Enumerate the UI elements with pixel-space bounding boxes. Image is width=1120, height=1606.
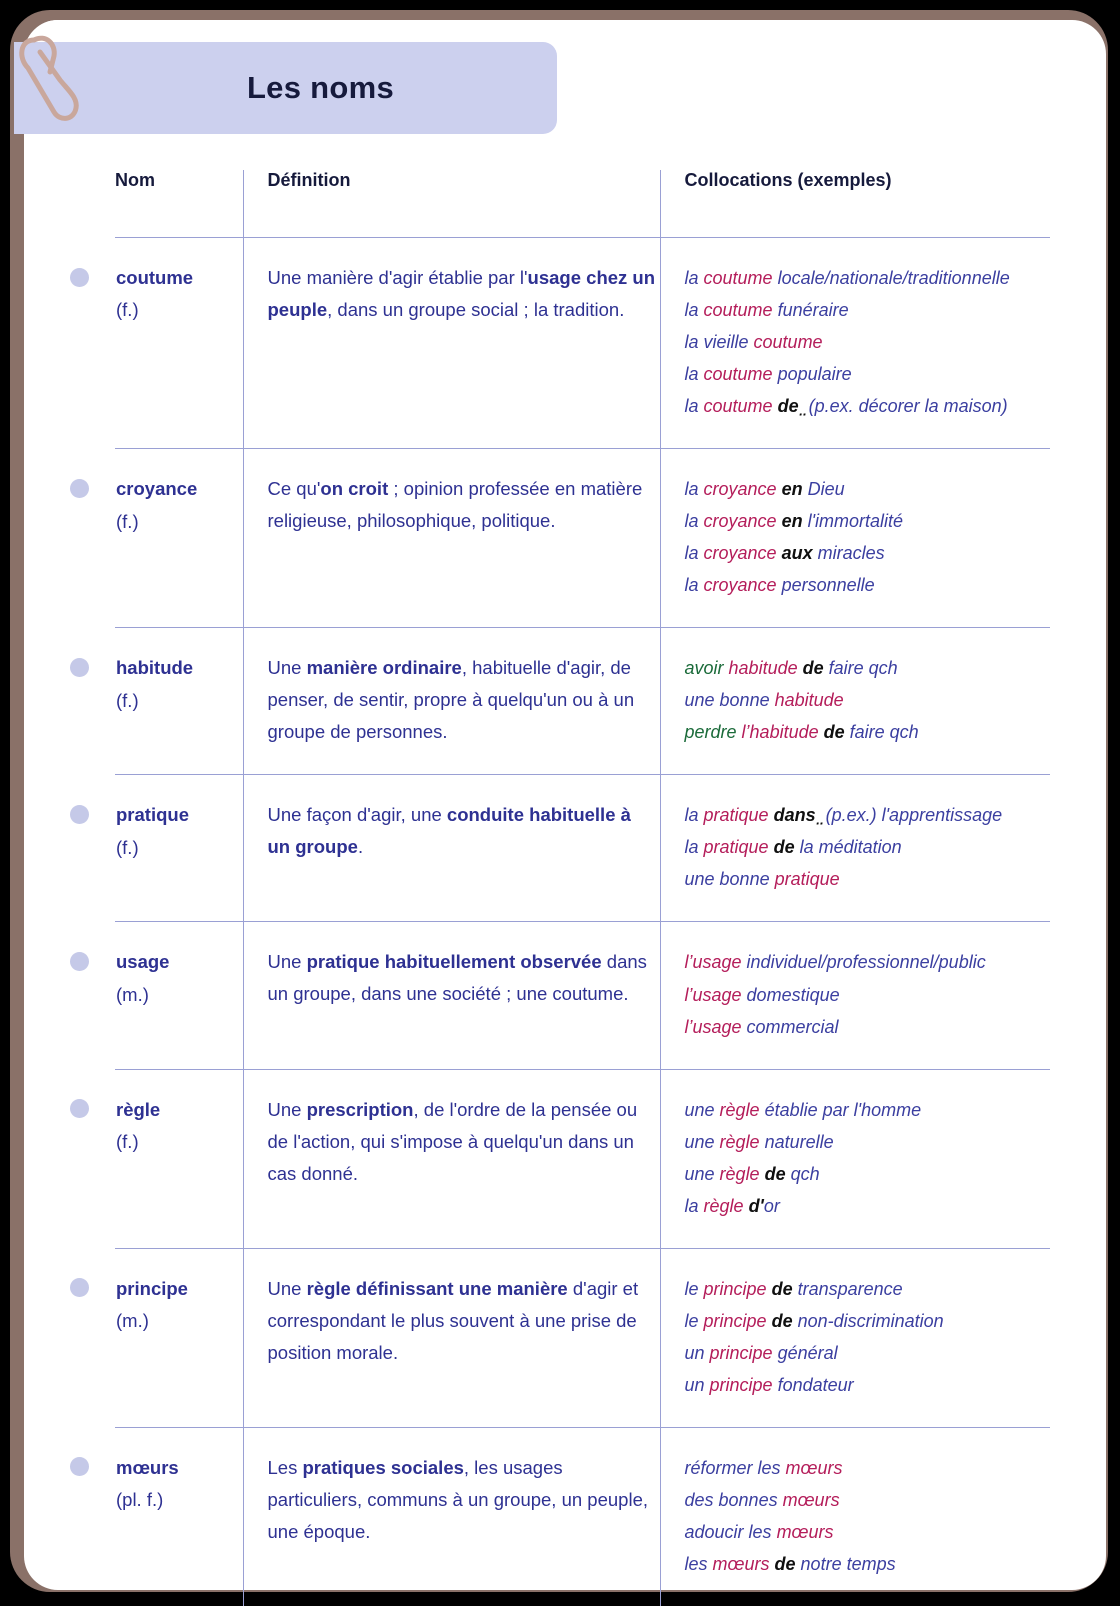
title-banner: [14, 42, 557, 134]
collocations-cell: [660, 775, 1050, 922]
collocation-line: [685, 652, 1050, 684]
definition-emphasis: manière ordinaire: [306, 657, 462, 679]
bullet-dot-icon: [70, 658, 89, 677]
definition-cell: [243, 238, 660, 449]
collocation-headword: croyance: [703, 543, 777, 564]
definition-segment: Une façon d'agir, une: [267, 804, 447, 826]
table-row: [0, 1069, 1050, 1248]
definition-segment: d'agir et correspondant le plus souvent à une prise de position morale.: [267, 1277, 639, 1363]
collocation-headword: règle: [719, 1131, 760, 1152]
collocation-text: une: [684, 1131, 720, 1152]
collocation-preposition: d': [748, 1195, 764, 1216]
definition-segment: , les usages particuliers, communs à un groupe, un peuple, une époque.: [267, 1456, 648, 1542]
collocation-text: l'immortalité: [802, 511, 904, 532]
table-row: [0, 1427, 1050, 1606]
noun-cell: [115, 449, 243, 628]
collocation-text: (p.ex. décorer la maison): [803, 396, 1008, 417]
noun-word: habitude: [116, 657, 194, 679]
collocation-text: domestique: [741, 984, 840, 1005]
definition-text: [268, 262, 659, 326]
collocation-text: général: [772, 1342, 838, 1363]
bullet-dot-icon: [70, 952, 89, 971]
noun-gender: (f.): [116, 836, 139, 858]
row-bullet-cell: [0, 449, 115, 628]
collocation-line: [685, 569, 1050, 601]
collocation-text: la: [684, 268, 704, 288]
definition-cell: [243, 1248, 660, 1427]
table-body: [0, 238, 1050, 1606]
collocation-headword: principe: [703, 1278, 767, 1299]
definition-emphasis: pratiques sociales: [302, 1456, 464, 1478]
collocation-line: [685, 684, 1050, 716]
noms-table: [0, 170, 1050, 1606]
definition-emphasis: conduite habituelle à un groupe: [267, 804, 631, 858]
collocation-headword: l’habitude: [741, 722, 819, 743]
collocation-text: commercial: [741, 1016, 839, 1037]
collocation-text: les: [684, 1553, 713, 1574]
definition-text: [268, 946, 659, 1010]
bullet-dot-icon: [70, 1099, 89, 1118]
definition-segment: Une: [267, 1098, 307, 1120]
collocation-headword: l’usage: [684, 984, 742, 1005]
collocation-text: Dieu: [802, 479, 845, 500]
collocation-headword: coutume: [703, 300, 773, 321]
definition-segment: dans un groupe, dans une société ; une coutume.: [267, 951, 647, 1005]
collocation-headword: croyance: [703, 511, 777, 532]
collocation-line: [685, 1548, 1050, 1580]
collocations-cell: [660, 1069, 1050, 1248]
table-row: [0, 238, 1050, 449]
definition-cell: [243, 628, 660, 775]
collocations-cell: [660, 238, 1050, 449]
collocation-text: (p.ex.) l'apprentissage: [820, 805, 1003, 826]
collocation-line: [685, 831, 1050, 863]
collocation-headword: l’usage: [684, 1016, 742, 1037]
noun-cell: [115, 1069, 243, 1248]
collocations-cell: [660, 449, 1050, 628]
collocation-line: [685, 505, 1050, 537]
collocation-preposition: en: [781, 511, 803, 532]
table-row: [0, 775, 1050, 922]
row-bullet-cell: [0, 775, 115, 922]
collocation-text: transparence: [792, 1278, 903, 1299]
noun-word: usage: [116, 951, 170, 973]
noms-table-container: [0, 170, 1120, 1606]
noun-word: croyance: [116, 478, 198, 500]
collocation-text: miracles: [812, 543, 885, 564]
collocation-preposition: de: [764, 1163, 786, 1184]
collocation-text: réformer les: [684, 1457, 786, 1478]
noun-gender: (m.): [116, 1310, 149, 1332]
collocation-line: [685, 1452, 1050, 1484]
collocation-text: des bonnes: [684, 1489, 783, 1510]
definition-segment: Les: [267, 1456, 303, 1478]
definition-text: [268, 1094, 659, 1190]
definition-cell: [243, 1427, 660, 1606]
collocation-line: [685, 262, 1050, 294]
collocation-line: [685, 1484, 1050, 1516]
collocation-text: or: [763, 1195, 780, 1216]
collocation-preposition: de: [771, 1278, 793, 1299]
collocation-preposition: aux: [781, 543, 813, 564]
noun-word: règle: [116, 1098, 161, 1120]
row-bullet-cell: [0, 238, 115, 449]
collocation-text: adoucir les: [684, 1521, 777, 1542]
collocation-text: individuel/professionnel/public: [741, 952, 986, 973]
noun-gender: (f.): [116, 1130, 139, 1152]
collocation-text: faire qch: [823, 658, 898, 679]
definition-cell: [243, 922, 660, 1069]
noun-gender: (f.): [116, 689, 139, 711]
collocation-text: la: [684, 479, 704, 500]
collocation-line: [685, 1126, 1050, 1158]
collocation-headword: croyance: [703, 479, 777, 500]
definition-emphasis: usage chez un peuple: [267, 267, 656, 320]
page-title: Les noms: [246, 70, 395, 105]
collocation-text: un: [684, 1374, 710, 1395]
bullet-dot-icon: [70, 268, 89, 287]
column-header-nom: Nom: [115, 170, 155, 190]
collocation-text: la méditation: [794, 837, 902, 858]
definition-text: [268, 473, 659, 537]
collocation-headword: coutume: [703, 268, 773, 288]
collocation-line: [685, 1337, 1050, 1369]
collocation-text: la: [684, 396, 704, 417]
collocation-text: populaire: [772, 364, 852, 385]
noun-gender: (m.): [116, 983, 149, 1005]
noun-gender: (pl. f.): [116, 1489, 164, 1511]
definition-segment: .: [357, 836, 364, 858]
collocation-line: [685, 537, 1050, 569]
column-header-definition: Définition: [243, 170, 660, 238]
noun-word: coutume: [116, 267, 194, 288]
collocation-headword: l’usage: [684, 952, 742, 973]
collocation-text: non-discrimination: [792, 1310, 944, 1331]
collocation-preposition: de: [771, 1310, 793, 1331]
definition-segment: Ce qu': [267, 478, 321, 500]
collocation-text: la: [684, 511, 704, 532]
noun-word: principe: [116, 1277, 188, 1299]
definition-segment: Une: [267, 1277, 307, 1299]
bullet-dot-icon: [70, 1278, 89, 1297]
definition-emphasis: prescription: [306, 1098, 414, 1120]
collocation-headword: règle: [719, 1099, 760, 1120]
collocation-text: la: [684, 1195, 704, 1216]
definition-text: [268, 652, 659, 748]
definition-segment: , dans un groupe social ; la tradition.: [327, 299, 625, 320]
collocation-preposition: de: [773, 837, 795, 858]
collocation-text: une bonne: [684, 869, 775, 890]
collocation-line: [685, 1305, 1050, 1337]
collocation-text: la vieille: [684, 332, 754, 353]
definition-segment: , habituelle d'agir, de penser, de sentir, propre à quelqu'un ou à un groupe de personnes.: [267, 657, 635, 743]
collocation-line: [685, 979, 1050, 1011]
collocation-text: une bonne: [684, 690, 775, 711]
row-bullet-cell: [0, 1069, 115, 1248]
definition-text: [268, 1273, 659, 1369]
collocation-line: [685, 799, 1050, 831]
collocation-preposition: de: [802, 658, 824, 679]
bullet-dot-icon: [70, 805, 89, 824]
header-row: [0, 170, 1050, 238]
collocation-preposition: de ̤: [777, 396, 804, 417]
noun-cell: [115, 628, 243, 775]
collocation-text: la: [684, 575, 704, 596]
collocation-line: [685, 294, 1050, 326]
table-header: [0, 170, 1050, 238]
definition-cell: [243, 449, 660, 628]
collocations-cell: [660, 922, 1050, 1069]
collocation-headword: habitude: [774, 690, 844, 711]
collocation-headword: coutume: [753, 332, 823, 353]
collocation-line: [685, 1369, 1050, 1401]
collocation-preposition: en: [781, 479, 803, 500]
definition-segment: , de l'ordre de la pensée ou de l'action, qui s'impose à quelqu'un dans un cas donné.: [267, 1098, 638, 1184]
noun-gender: (f.): [116, 510, 139, 532]
collocation-text: le: [684, 1310, 704, 1331]
table-row: [0, 922, 1050, 1069]
collocation-headword: règle: [719, 1163, 760, 1184]
definition-emphasis: pratique habituellement observée: [306, 951, 602, 973]
noun-cell: [115, 1427, 243, 1606]
definition-text: [268, 1452, 659, 1548]
bullet-dot-icon: [70, 1457, 89, 1476]
collocation-text: locale/nationale/traditionnelle: [772, 268, 1010, 288]
collocation-text: notre temps: [795, 1553, 896, 1574]
definition-segment: Une: [267, 951, 307, 973]
collocation-text: établie par l'homme: [759, 1099, 922, 1120]
noun-cell: [115, 775, 243, 922]
collocations-cell: [660, 628, 1050, 775]
row-bullet-cell: [0, 1427, 115, 1606]
collocation-headword: pratique: [774, 869, 840, 890]
collocation-line: [685, 716, 1050, 748]
collocation-text: une: [684, 1099, 720, 1120]
definition-segment: Une: [267, 657, 307, 679]
collocation-headword: mœurs: [782, 1489, 840, 1510]
row-bullet-cell: [0, 1248, 115, 1427]
collocations-cell: [660, 1427, 1050, 1606]
collocation-preposition: de: [774, 1553, 796, 1574]
collocation-text: personnelle: [776, 575, 875, 596]
collocation-line: [685, 1190, 1050, 1222]
table-row: [0, 1248, 1050, 1427]
noun-cell: [115, 238, 243, 449]
definition-cell: [243, 1069, 660, 1248]
collocation-text: faire qch: [844, 722, 919, 743]
collocation-line: [685, 473, 1050, 505]
collocation-line: [685, 863, 1050, 895]
collocation-line: [685, 1094, 1050, 1126]
collocation-line: [685, 1273, 1050, 1305]
collocation-text: la: [684, 364, 704, 385]
collocation-line: [685, 1516, 1050, 1548]
collocation-headword: coutume: [703, 364, 773, 385]
collocation-text: la: [684, 300, 704, 321]
definition-segment: Une manière d'agir établie par l': [267, 267, 528, 288]
collocation-line: [685, 358, 1050, 390]
definition-text: [268, 799, 659, 863]
collocation-headword: mœurs: [785, 1457, 843, 1478]
definition-emphasis: on croit: [320, 478, 389, 500]
collocation-text: funéraire: [772, 300, 849, 321]
collocation-preposition: dans ̤: [773, 805, 821, 826]
collocation-headword: croyance: [703, 575, 777, 596]
collocation-headword: principe: [709, 1342, 773, 1363]
collocation-headword: mœurs: [712, 1553, 770, 1574]
row-bullet-cell: [0, 922, 115, 1069]
noun-cell: [115, 922, 243, 1069]
collocation-line: [685, 326, 1050, 358]
collocation-headword: pratique: [703, 805, 769, 826]
noun-word: mœurs: [116, 1456, 179, 1478]
definition-cell: [243, 775, 660, 922]
collocation-text: la: [684, 805, 704, 826]
collocation-headword: pratique: [703, 837, 769, 858]
collocation-line: [685, 1011, 1050, 1043]
definition-segment: ; opinion professée en matière religieuse, philosophique, politique.: [267, 478, 643, 532]
collocations-cell: [660, 1248, 1050, 1427]
collocation-headword: mœurs: [776, 1521, 834, 1542]
noun-cell: [115, 1248, 243, 1427]
collocation-text: naturelle: [759, 1131, 834, 1152]
noun-gender: (f.): [116, 299, 139, 321]
collocation-headword: principe: [703, 1310, 767, 1331]
collocation-line: [685, 1158, 1050, 1190]
collocation-text: un: [684, 1342, 710, 1363]
collocation-text: qch: [785, 1163, 820, 1184]
table-row: [0, 628, 1050, 775]
noun-word: pratique: [116, 804, 189, 826]
collocation-text: une: [684, 1163, 720, 1184]
row-bullet-cell: [0, 628, 115, 775]
collocation-text: le: [684, 1278, 704, 1299]
collocation-verb: perdre: [684, 722, 737, 743]
collocation-headword: coutume: [703, 396, 773, 417]
definition-emphasis: règle définissant une manière: [306, 1277, 568, 1299]
collocation-line: [685, 946, 1050, 978]
collocation-text: la: [684, 543, 704, 564]
collocation-text: la: [684, 837, 704, 858]
bullet-dot-icon: [70, 479, 89, 498]
collocation-preposition: de: [823, 722, 845, 743]
header-spacer: [0, 170, 115, 238]
collocation-headword: principe: [709, 1374, 773, 1395]
collocation-headword: habitude: [728, 658, 798, 679]
collocation-text: fondateur: [772, 1374, 854, 1395]
collocation-line: [685, 390, 1050, 422]
collocation-headword: règle: [703, 1195, 744, 1216]
column-header-collocations: Collocations (exemples): [660, 170, 1050, 238]
table-row: [0, 449, 1050, 628]
collocation-verb: avoir: [684, 658, 724, 679]
